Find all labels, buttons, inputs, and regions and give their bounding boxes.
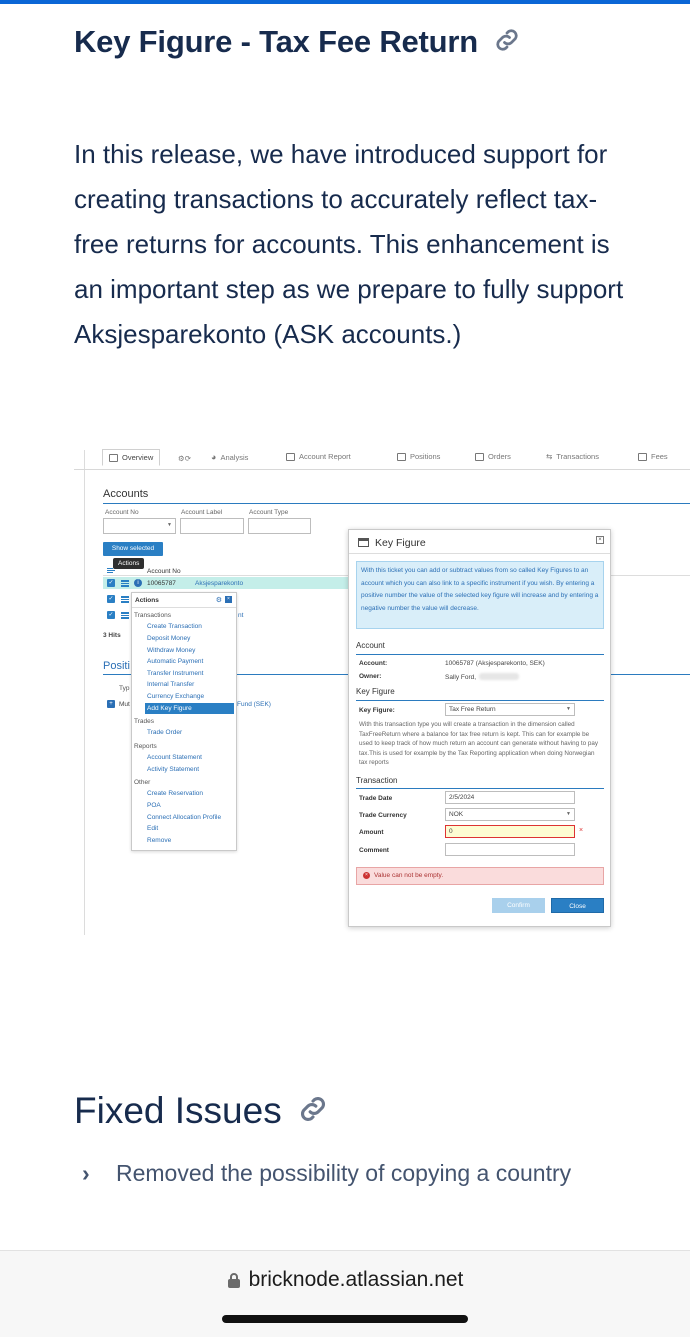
intro-paragraph: In this release, we have introduced support for creating transactions to accurately reflect tax-free returns for accounts. This enhancement is an important step as we prepare to fully support Aksjesparekonto (ASK accounts.) [74,139,624,349]
position-row-name[interactable]: Fund (SEK) [237,701,271,708]
account-label: Account: [359,660,388,667]
close-icon[interactable]: × [596,536,604,544]
key-figure-label: Key Figure: [359,707,395,714]
window-icon [358,538,369,547]
trade-currency-label: Trade Currency [359,812,407,819]
key-figure-select[interactable]: Tax Free Return ▼ [445,703,575,716]
tab-positions[interactable]: Positions [397,452,440,461]
dialog-title-divider [349,553,610,554]
lock-icon [227,1270,241,1294]
actions-tooltip: Actions [113,558,144,569]
menu-category-transactions: Transactions [134,612,171,619]
account-type-input[interactable] [248,518,311,534]
row-checkbox[interactable]: ✓ [108,580,114,586]
tab-overview[interactable]: Overview [102,449,160,466]
menu-item-withdraw-money[interactable]: Withdraw Money [147,647,196,654]
menu-item-remove[interactable]: Remove [147,837,172,844]
row-checkbox[interactable]: ✓ [108,596,114,602]
row-account-no: 10065787 [147,580,176,587]
close-icon[interactable]: × [225,596,232,603]
positions-column-type: Typ [119,685,130,692]
accounts-divider [103,503,690,504]
filter-label-account-type: Account Type [249,509,289,516]
comment-label: Comment [359,847,389,854]
top-accent-bar [0,0,690,4]
menu-item-edit[interactable]: Edit [147,825,159,832]
chevron-down-icon: ▼ [566,706,571,712]
column-account-no: Account No [147,568,181,575]
owner-value: Sally Ford, [445,673,519,681]
error-x-icon: × [579,827,584,834]
filter-label-account-label: Account Label [181,509,223,516]
trade-date-label: Trade Date [359,795,393,802]
orders-icon [475,453,484,461]
position-row-type: Mut [119,701,130,708]
settings-icon[interactable]: ⚙ [215,597,222,604]
confirm-button[interactable]: Confirm [492,898,545,913]
transaction-section-heading: Transaction [356,776,398,785]
filter-label-account-no: Account No [105,509,139,516]
amount-input[interactable]: 0 [445,825,575,838]
menu-category-trades: Trades [134,718,154,725]
owner-label: Owner: [359,673,382,680]
menu-item-connect-allocation-profile[interactable]: Connect Allocation Profile [147,814,222,821]
positions-icon [397,453,406,461]
menu-category-reports: Reports [134,743,157,750]
transfer-icon: ⇆ [546,452,553,461]
tab-analysis[interactable]: ◕ Analysis [211,452,249,462]
key-figure-dialog [348,529,611,927]
trade-currency-select[interactable]: NOK ▼ [445,808,575,821]
row-account-label[interactable]: Aksjesparekonto [195,580,244,587]
account-value: 10065787 (Aksjesparekonto, SEK) [445,660,545,667]
menu-divider [132,607,236,608]
actions-menu [131,592,237,851]
amount-label: Amount [359,829,384,836]
row-actions-menu-icon[interactable] [121,596,129,603]
overview-icon [109,454,118,462]
settings-icon[interactable]: ⚙⟳ [178,454,192,463]
account-no-select[interactable] [103,518,176,534]
hits-count: 3 Hits [103,632,121,639]
link-icon[interactable] [296,1092,330,1135]
expand-icon[interactable]: + [107,700,115,708]
menu-icon [107,568,113,573]
section-title: Key Figure - Tax Fee Return [74,24,522,63]
actions-menu-title: Actions [135,597,159,604]
tab-bar [74,448,690,470]
error-icon: × [363,872,370,879]
menu-item-create-reservation[interactable]: Create Reservation [147,790,203,797]
home-indicator[interactable] [222,1315,468,1323]
menu-item-internal-transfer[interactable]: Internal Transfer [147,681,195,688]
fees-icon [638,453,647,461]
positions-heading: Positi [103,660,130,672]
info-icon[interactable]: i [134,579,142,587]
link-icon[interactable] [492,25,522,63]
menu-item-deposit-money[interactable]: Deposit Money [147,635,191,642]
accounts-heading: Accounts [103,488,149,500]
trade-date-input[interactable]: 2/5/2024 [445,791,575,804]
menu-item-poa[interactable]: POA [147,802,161,809]
show-selected-button[interactable]: Show selected [103,542,163,556]
account-section-divider [356,654,604,655]
key-figure-section-heading: Key Figure [356,687,395,696]
row-actions-menu-icon[interactable] [121,612,129,619]
fixed-issues-heading: Fixed Issues [74,1090,330,1135]
account-section-heading: Account [356,641,385,650]
url-text: bricknode.atlassian.net [248,1268,464,1291]
menu-item-trade-order[interactable]: Trade Order [147,729,183,736]
row-label-fragment[interactable]: nt [238,612,244,619]
info-box: With this ticket you can add or subtract values from so called Key Figures to an account which you can also link to a specific instrument if you wish. By entering a positive number the value of the selected key figure will increase and by entering a negative number the value will decrease. [356,561,604,629]
tab-transactions[interactable]: ⇆ Transactions [546,452,599,461]
transaction-section-divider [356,788,604,789]
menu-category-other: Other [134,779,151,786]
chevron-down-icon: ▼ [566,811,571,817]
chevron-down-icon: ▼ [167,522,172,528]
address-bar[interactable] [0,1268,690,1294]
menu-item-currency-exchange[interactable]: Currency Exchange [147,693,205,700]
row-checkbox[interactable]: ✓ [108,612,114,618]
embedded-screenshot [74,440,690,940]
menu-item-add-key-figure[interactable]: Add Key Figure [145,703,234,714]
key-figure-description: With this transaction type you will create a transaction in the dimension called TaxFreeReturn where a balance for tax free return is kept. This can for example be used to keep track of how much return an account can generate without having to pay tax.This is used for example by the Tax Reporting application when doing Norwegian tax reports [359,721,599,766]
tab-account-report[interactable]: Account Report [286,452,351,461]
dialog-title: Key Figure [375,537,426,549]
menu-item-create-transaction[interactable]: Create Transaction [147,623,202,630]
row-actions-menu-icon[interactable] [121,580,129,587]
account-label-input[interactable] [180,518,244,534]
comment-input[interactable] [445,843,575,856]
redacted-text [479,673,519,680]
menu-item-transfer-instrument[interactable]: Transfer Instrument [147,670,204,677]
tab-fees[interactable]: Fees [638,452,668,461]
menu-item-activity-statement[interactable]: Activity Statement [147,766,200,773]
key-figure-section-divider [356,700,604,701]
validation-error: × Value can not be empty. [356,867,604,885]
menu-item-account-statement[interactable]: Account Statement [147,754,202,761]
chevron-right-icon: › [82,1160,90,1186]
menu-item-automatic-payment[interactable]: Automatic Payment [147,658,204,665]
close-button[interactable]: Close [551,898,604,913]
fixed-issue-item[interactable]: › Removed the possibility of copying a country [82,1160,572,1186]
tab-orders[interactable]: Orders [475,452,511,461]
report-icon [286,453,295,461]
left-divider [84,450,85,935]
pie-icon: ◕ [211,452,217,462]
